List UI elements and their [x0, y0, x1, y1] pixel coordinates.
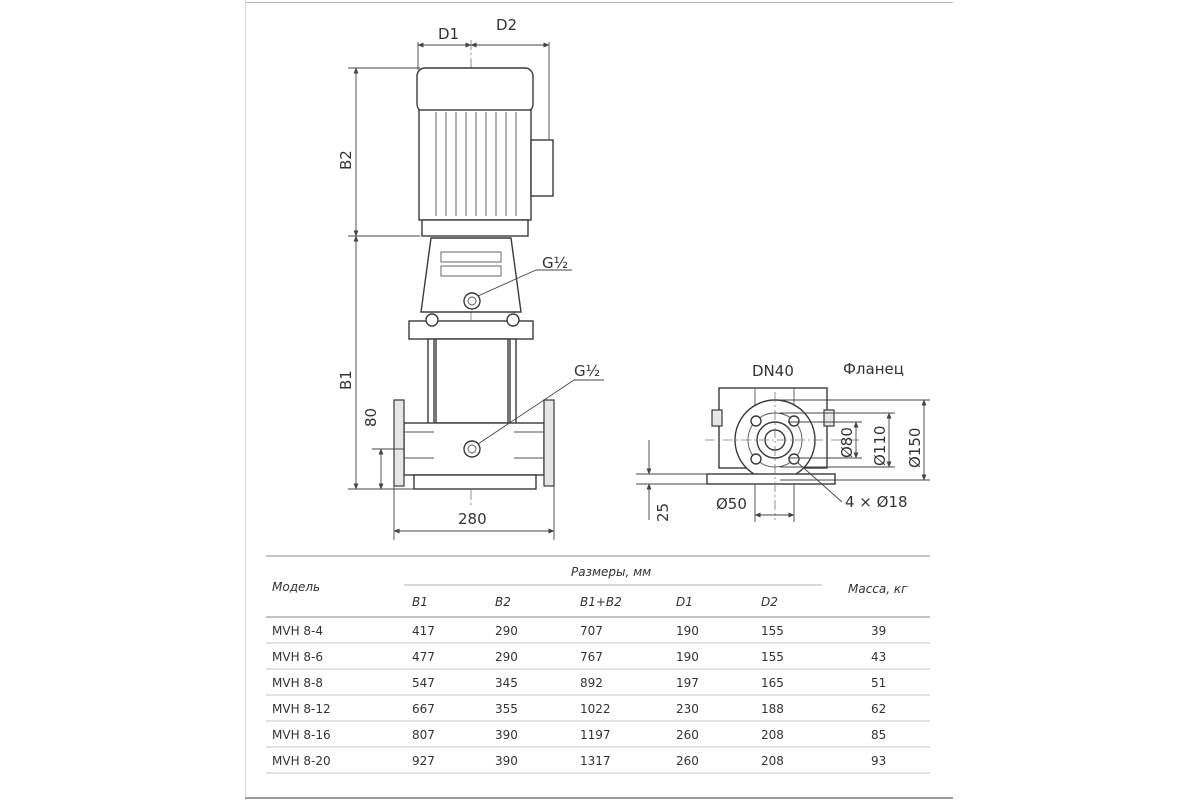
cell-d2: 208 — [761, 754, 784, 768]
inlet-flange — [394, 400, 404, 486]
label-b2: B2 — [337, 150, 355, 170]
cell-b1: 667 — [412, 702, 435, 716]
label-holes: 4 × Ø18 — [845, 493, 908, 511]
flange-hole-3 — [751, 454, 761, 464]
cell-model: MVH 8-20 — [272, 754, 331, 768]
header-col-d2: D2 — [761, 595, 778, 609]
lower-drain-plug — [464, 441, 480, 457]
cell-b1b2: 1317 — [580, 754, 611, 768]
header-col-b2: B2 — [495, 595, 511, 609]
pump-sleeve — [436, 339, 508, 423]
cell-b2: 290 — [495, 650, 518, 664]
cell-d1: 260 — [676, 754, 699, 768]
table-row — [272, 754, 886, 768]
tie-bolt-nut-right — [507, 314, 519, 326]
outlet-flange — [544, 400, 554, 486]
cell-b1b2: 1022 — [580, 702, 611, 716]
flange-hole-2 — [789, 416, 799, 426]
cell-b1: 417 — [412, 624, 435, 638]
cell-model: MVH 8-8 — [272, 676, 323, 690]
cell-d2: 155 — [761, 624, 784, 638]
cell-model: MVH 8-12 — [272, 702, 331, 716]
cell-b2: 345 — [495, 676, 518, 690]
cell-d2: 165 — [761, 676, 784, 690]
header-model: Модель — [272, 580, 321, 594]
label-280: 280 — [458, 510, 487, 528]
cell-d2: 155 — [761, 650, 784, 664]
pump-foot — [414, 475, 536, 489]
label-d1: D1 — [438, 25, 460, 43]
cell-b1: 477 — [412, 650, 435, 664]
label-dia110: Ø110 — [871, 425, 889, 466]
cell-d1: 190 — [676, 650, 699, 664]
cell-b2: 290 — [495, 624, 518, 638]
flange-hole-1 — [751, 416, 761, 426]
dimensions-table — [272, 565, 908, 768]
cell-b2: 390 — [495, 754, 518, 768]
cell-d1: 190 — [676, 624, 699, 638]
cell-b2: 390 — [495, 728, 518, 742]
cell-b1: 807 — [412, 728, 435, 742]
label-flange: Фланец — [843, 360, 904, 378]
motor-fan-cowl — [417, 68, 533, 112]
cell-model: MVH 8-16 — [272, 728, 331, 742]
header-col-b1b2: B1+B2 — [580, 595, 622, 609]
label-dia50: Ø50 — [716, 495, 747, 513]
cell-b1: 927 — [412, 754, 435, 768]
cell-b2: 355 — [495, 702, 518, 716]
frame-bolt-right — [824, 410, 834, 426]
label-g-upper: G½ — [542, 254, 569, 272]
label-dn40: DN40 — [752, 362, 794, 380]
cell-b1b2: 767 — [580, 650, 603, 664]
motor-terminal-box — [531, 140, 553, 196]
cell-model: MVH 8-4 — [272, 624, 323, 638]
label-dia150: Ø150 — [906, 427, 924, 468]
flange-side-view — [636, 360, 930, 522]
table-row — [272, 650, 886, 664]
cell-d2: 208 — [761, 728, 784, 742]
cell-model: MVH 8-6 — [272, 650, 323, 664]
table-row — [272, 728, 886, 742]
header-dimensions: Размеры, мм — [571, 565, 652, 579]
header-col-b1: B1 — [412, 595, 428, 609]
label-d2: D2 — [496, 16, 518, 34]
label-b1: B1 — [337, 370, 355, 390]
label-80: 80 — [362, 407, 380, 427]
tie-bolt-nut-left — [426, 314, 438, 326]
cell-mass: 93 — [871, 754, 887, 768]
cell-mass: 43 — [871, 650, 887, 664]
motor-flange — [422, 220, 528, 236]
cell-d2: 188 — [761, 702, 784, 716]
table-row — [272, 624, 886, 638]
frame-bolt-left — [712, 410, 722, 426]
cell-b1b2: 1197 — [580, 728, 611, 742]
cell-d1: 230 — [676, 702, 699, 716]
cell-b1: 547 — [412, 676, 435, 690]
cell-mass: 39 — [871, 624, 887, 638]
cell-d1: 197 — [676, 676, 699, 690]
upper-drain-plug — [464, 293, 480, 309]
cell-mass: 85 — [871, 728, 887, 742]
cell-d1: 260 — [676, 728, 699, 742]
cell-b1b2: 707 — [580, 624, 603, 638]
header-col-d1: D1 — [676, 595, 693, 609]
pump-front-view — [337, 16, 604, 540]
table-row — [272, 702, 886, 716]
header-mass: Масса, кг — [848, 582, 908, 596]
table-row — [272, 676, 886, 690]
label-g-lower: G½ — [574, 362, 601, 380]
cell-b1b2: 892 — [580, 676, 603, 690]
label-25: 25 — [654, 502, 672, 522]
cell-mass: 62 — [871, 702, 887, 716]
sheet-bottom-border — [245, 797, 953, 799]
label-dia80: Ø80 — [838, 427, 856, 458]
cell-mass: 51 — [871, 676, 887, 690]
